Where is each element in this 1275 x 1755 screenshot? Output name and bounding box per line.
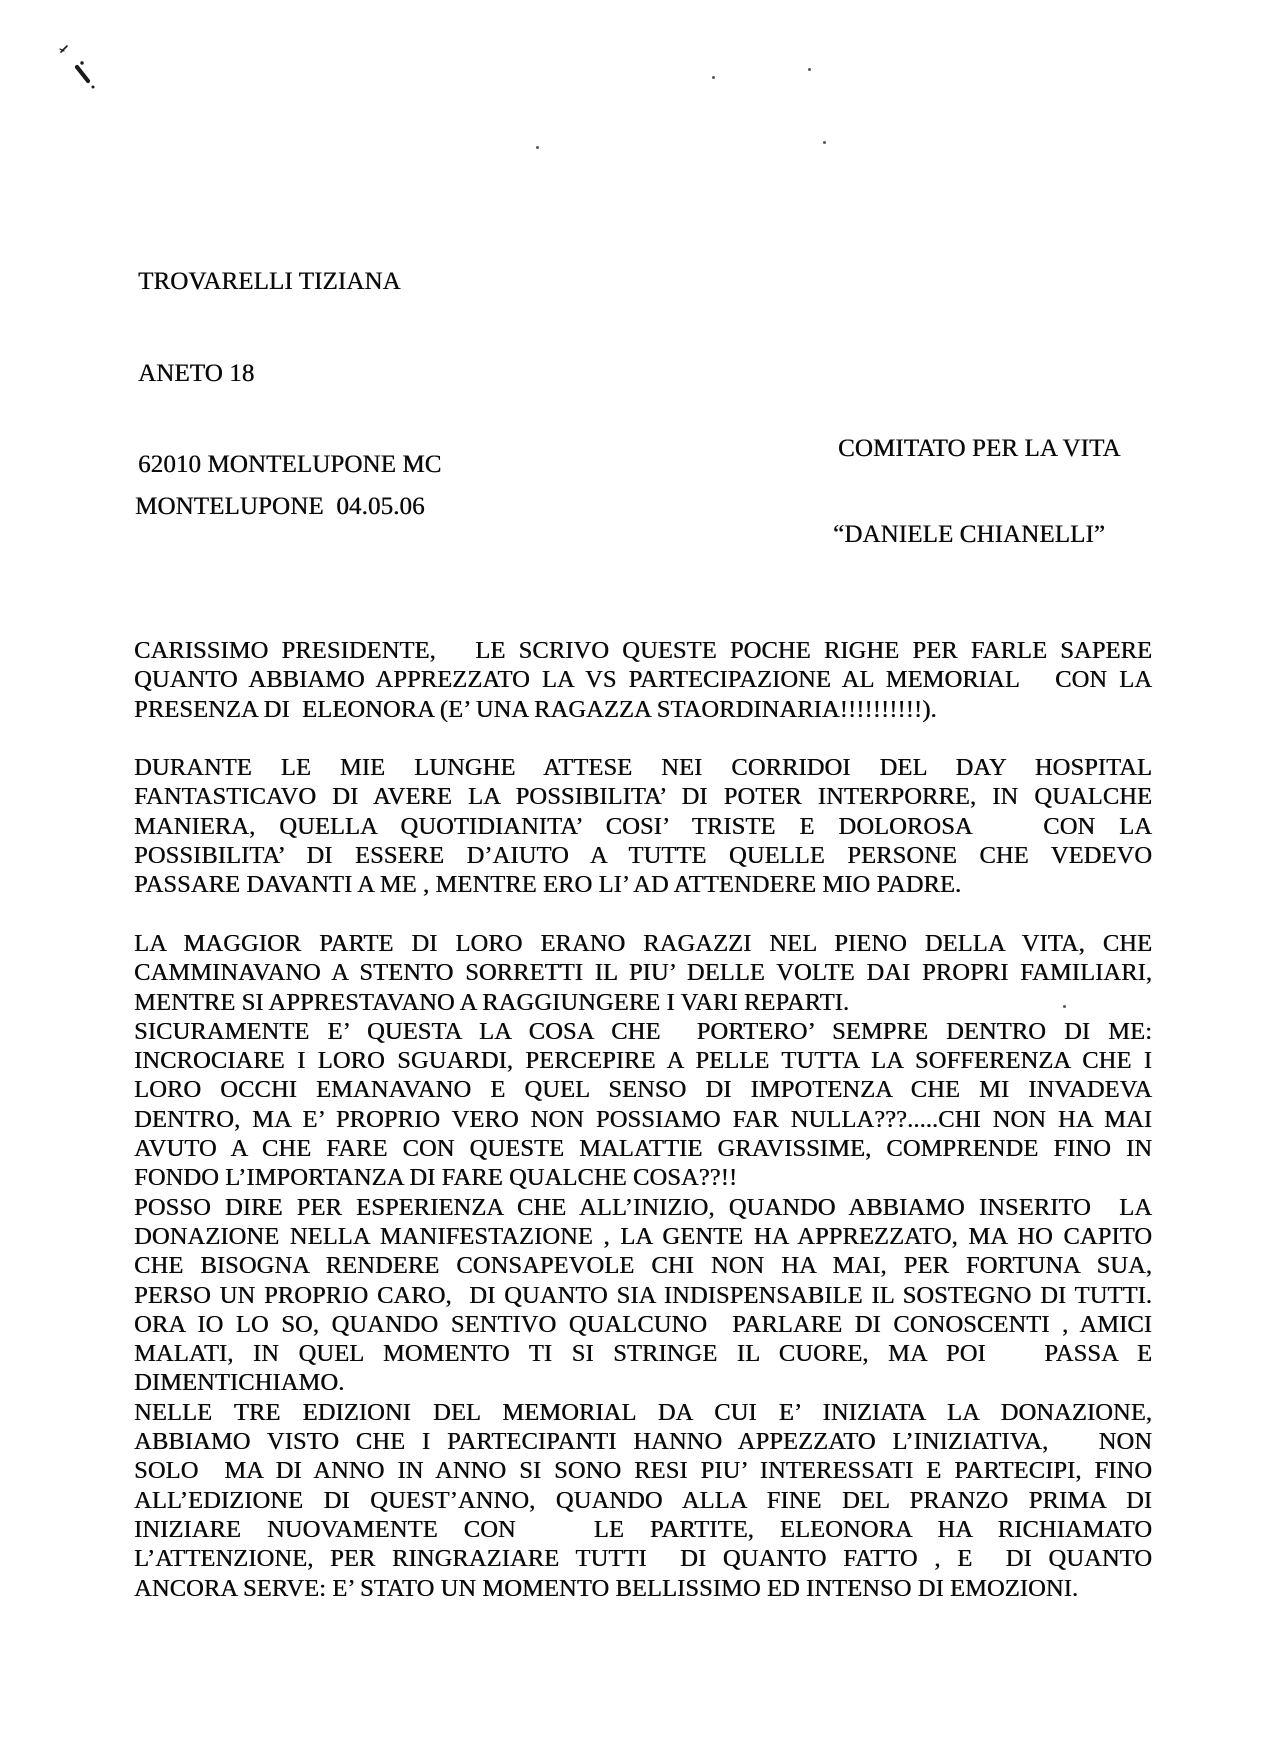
paragraph (134, 636, 1152, 724)
letter-line: AVUTO A CHE FARE CON QUESTE MALATTIE GRAVISSIME, COMPRENDE FINO IN (134, 1135, 1152, 1163)
paragraph (134, 929, 1152, 1603)
letter-line: DONAZIONE NELLA MANIFESTAZIONE , LA GENTE HA APPREZZATO, MA HO CAPITO (134, 1222, 1152, 1250)
letter-line: ALL’EDIZIONE DI QUEST’ANNO, QUANDO ALLA FINE DEL PRANZO PRIMA DI (134, 1486, 1152, 1514)
letter-line: DURANTE LE MIE LUNGHE ATTESE NEI CORRIDOI DEL DAY HOSPITAL (134, 754, 1152, 782)
letter-line: PRESENZA DI ELEONORA (E’ UNA RAGAZZA STAORDINARIA!!!!!!!!!!). (134, 695, 937, 723)
recipient-block (833, 378, 1121, 606)
scan-speck (823, 141, 826, 144)
letter-line: DENTRO, MA E’ PROPRIO VERO NON POSSIAMO FAR NULLA???.....CHI NON HA MAI (134, 1105, 1152, 1133)
letter-line: SOLO MA DI ANNO IN ANNO SI SONO RESI PIU’ INTERESSATI E PARTECIPI, FINO (134, 1457, 1152, 1485)
letter-line: L’ATTENZIONE, PER RINGRAZIARE TUTTI DI QUANTO FATTO , E DI QUANTO (134, 1545, 1152, 1573)
letter-line: CHE BISOGNA RENDERE CONSAPEVOLE CHI NON HA MAI, PER FORTUNA SUA, (134, 1252, 1152, 1280)
letter-line: FANTASTICAVO DI AVERE LA POSSIBILITA’ DI POTER INTERPORRE, IN QUALCHE (134, 783, 1152, 811)
letter-line: INIZIARE NUOVAMENTE CON LE PARTITE, ELEONORA HA RICHIAMATO (134, 1515, 1152, 1543)
sender-street: ANETO 18 (138, 359, 255, 387)
sender-name: TROVARELLI TIZIANA (138, 268, 401, 295)
scan-speck (808, 68, 811, 71)
letter-line: CAMMINAVANO A STENTO SORRETTI IL PIU’ DELLE VOLTE DAI PROPRI FAMILIARI, (134, 959, 1152, 987)
letter-line: ABBIAMO VISTO CHE I PARTECIPANTI HANNO APPEZZATO L’INIZIATIVA, NON (134, 1428, 1152, 1456)
letter-line: MANIERA, QUELLA QUOTIDIANITA’ COSI’ TRISTE E DOLOROSA CON LA (134, 812, 1152, 840)
letter-line: PERSO UN PROPRIO CARO, DI QUANTO SIA INDISPENSABILE IL SOSTEGNO DI TUTTI. (134, 1281, 1152, 1309)
recipient-org: COMITATO PER LA VITA (838, 435, 1121, 462)
letter-line: MALATI, IN QUEL MOMENTO TI SI STRINGE IL CUORE, MA POI PASSA E (134, 1340, 1152, 1368)
paragraph (134, 753, 1152, 899)
letter-line: LORO OCCHI EMANAVANO E QUEL SENSO DI IMPOTENZA CHE MI INVADEVA (134, 1076, 1152, 1104)
letter-line: DIMENTICHIAMO. (134, 1369, 345, 1397)
dateline: MONTELUPONE 04.05.06 (135, 493, 425, 520)
sender-city: 62010 MONTELUPONE MC (138, 451, 442, 478)
scan-speck (712, 76, 715, 79)
letter-line: POSSO DIRE PER ESPERIENZA CHE ALL’INIZIO, QUANDO ABBIAMO INSERITO LA (134, 1193, 1152, 1221)
letter-line: INCROCIARE I LORO SGUARDI, PERCEPIRE A PELLE TUTTA LA SOFFERENZA CHE I (134, 1047, 1152, 1075)
letter-line: ORA IO LO SO, QUANDO SENTIVO QUALCUNO PARLARE DI CONOSCENTI , AMICI (134, 1310, 1152, 1338)
letter-line: NELLE TRE EDIZIONI DEL MEMORIAL DA CUI E’ INIZIATA LA DONAZIONE, (134, 1398, 1152, 1426)
letter-line: CARISSIMO PRESIDENTE, LE SCRIVO QUESTE POCHE RIGHE PER FARLE SAPERE (134, 637, 1152, 664)
letter-line: FONDO L’IMPORTANZA DI FARE QUALCHE COSA??!! (134, 1164, 738, 1192)
letter-line: MENTRE SI APPRESTAVANO A RAGGIUNGERE I VARI REPARTI. (134, 988, 850, 1016)
pen-scribble-icon (55, 40, 105, 95)
scan-speck (536, 146, 539, 149)
letter-line: SICURAMENTE E’ QUESTA LA COSA CHE PORTERO’ SEMPRE DENTRO DI ME: (134, 1017, 1152, 1045)
letter-line: QUANTO ABBIAMO APPREZZATO LA VS PARTECIPAZIONE AL MEMORIAL CON LA (134, 666, 1152, 694)
letter-line: ANCORA SERVE: E’ STATO UN MOMENTO BELLISSIMO ED INTENSO DI EMOZIONI. (134, 1574, 1079, 1602)
letter-line: POSSIBILITA’ DI ESSERE D’AIUTO A TUTTE QUELLE PERSONE CHE VEDEVO (134, 842, 1152, 870)
letter-body (134, 636, 1152, 1603)
letter-line: PASSARE DAVANTI A ME , MENTRE ERO LI’ AD ATTENDERE MIO PADRE. (134, 871, 962, 899)
recipient-name: “DANIELE CHIANELLI” (833, 520, 1105, 548)
letter-line: LA MAGGIOR PARTE DI LORO ERANO RAGAZZI NEL PIENO DELLA VITA, CHE (134, 929, 1152, 957)
